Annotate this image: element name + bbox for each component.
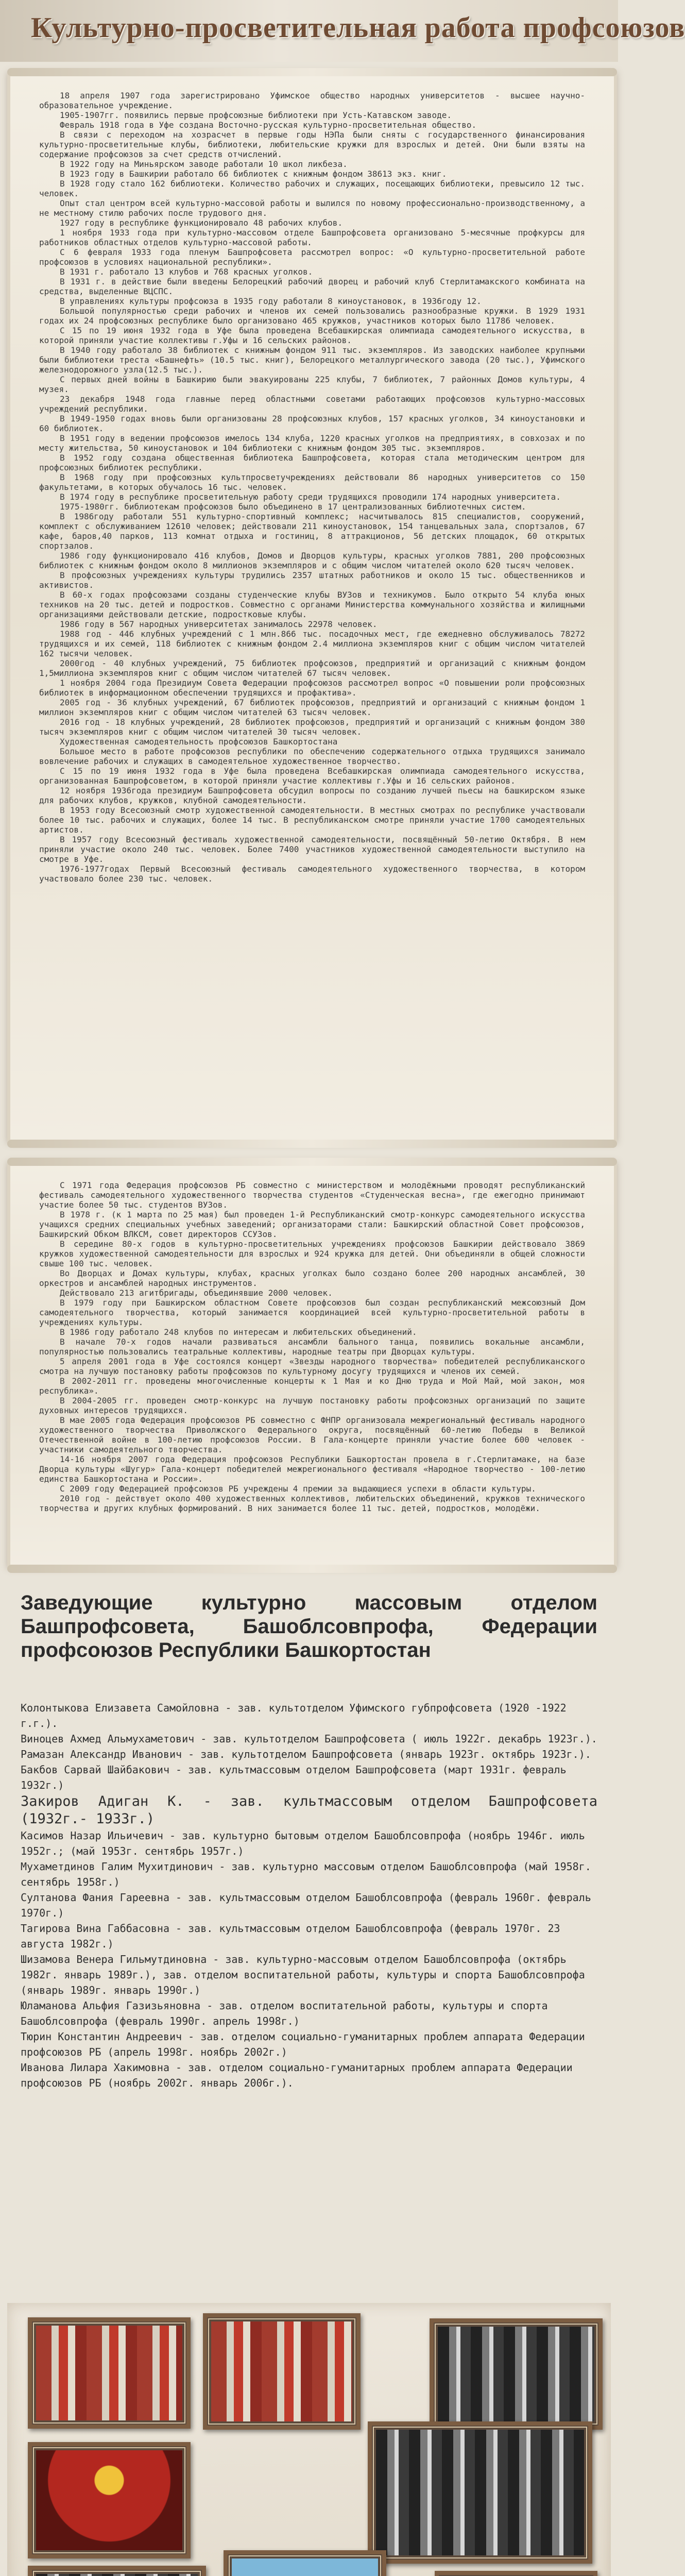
history-paragraph: В управлениях культуры профсоюза в 1935 году работали 8 киноустановок, в 1936году 12. xyxy=(60,296,482,306)
history-paragraph: В 1928 году стало 162 библиотеки. Количество рабочих и служащих, посещающих библиотеки, превысило 12 тыс. человек. xyxy=(39,179,585,198)
history-paragraph: Опыт стал центром всей культурно-массовой работы и вылился по новому профессионально-производственному, а не местному стилю рабочих после трудового дня. xyxy=(39,198,585,218)
festival-paragraph: 5 апреля 2001 года в Уфе состоялся концерт «Звезды народного творчества» победителей республиканского смотра на лучшую постановку работы профсоюзов по культурному досугу трудящихся и членов их семей. xyxy=(39,1357,585,1376)
history-paragraph: 1986 году функционировало 416 клубов, Домов и Дворцов культуры, красных уголков 7881, 200 профсоюзных библиотек с книжным фондом около 8 миллионов экземпляров и с общим числом читателей около 620 тысяч человек. xyxy=(39,551,585,570)
history-paragraph: 2016 год - 18 клубных учреждений, 28 библиотек профсоюзов, предприятий и организаций с книжным фондом 380 тысяч экземпляров книг с общим числом читателей 30 тысяч человек. xyxy=(39,717,585,737)
history-paragraph: В 1951 году в ведении профсоюзов имелось 134 клуба, 1220 красных уголков на предприятиях, в совхозах и по месту жительства, 50 киноустановок и 104 библиотеки с книжным фондом 305 тыс. экземпляров. xyxy=(39,433,585,453)
photo-image xyxy=(36,2450,182,2550)
history-paragraph: В 1922 году на Миньярском заводе работали 10 школ ликбеза. xyxy=(60,159,348,169)
photo-collage xyxy=(7,2303,611,2576)
history-paragraph: В 60-х годах профсоюзами созданы студенческие клубы ВУЗов и техникумов. Было открыто 54 клуба юных техников на 20 тыс. детей и подростков. Совместно с органами Министерства коммунального хозяйства и жилищными организациями действовали детские, подростковые клубы. xyxy=(39,590,585,619)
festival-scroll xyxy=(7,1162,617,1569)
chief-entry: Юламанова Альфия Газизьяновна - зав. отделом воспитательной работы, культуры и спорта Башоблсовпрофа (февраль 1990г. апрель 1998г.) xyxy=(21,1999,548,2027)
photo-image xyxy=(36,2574,198,2576)
title-banner xyxy=(0,0,685,62)
chief-entry: Бакбов Сарвай Шайбакович - зав. культмассовым отделом Башпрофсовета (март 1931г. февраль 1932г.) xyxy=(21,1764,567,1791)
chief-entry: Виноцев Ахмед Альмухаметович - зав. культотделом Башпрофсовета ( июль 1922г. декабрь 1923г.). xyxy=(21,1733,597,1745)
history-paragraph: С 15 по 19 июня 1932 года в Уфе была проведена Всебашкирская олимпиада самодеятельного искусства, в которой приняли участие коллективы г.Уфы и 16 сельских районов. xyxy=(39,326,585,345)
archive-photo xyxy=(430,2318,603,2430)
history-paragraph: 2005 год - 36 клубных учреждений, 67 библиотек профсоюзов, предприятий и организаций с книжным фондом 1 миллион экземпляров книг с общим числом читателей 63 тысяч человек. xyxy=(39,698,585,717)
history-paragraph: С 6 февраля 1933 года пленум Башпрофсовета рассмотрел вопрос: «О культурно-просветительной работе профсоюзов в условиях национальной республики». xyxy=(39,247,585,267)
history-paragraph: 1927 году в республике функционировало 48 рабочих клубов. xyxy=(60,218,343,228)
chief-entry: Иванова Лилара Хакимовна - зав. отделом социально-гуманитарных проблем аппарата Федерации профсоюзов РБ (ноябрь 2002г. январь 2006г.). xyxy=(21,2061,573,2089)
chief-entry: Султанова Фания Гареевна - зав. культмассовым отделом Башоблсовпрофа (февраль 1960г. февраль 1970г.) xyxy=(21,1891,591,1919)
chief-entry: Рамазан Александр Иванович - зав. культотделом Башпрофсовета (январь 1923г. октябрь 1923г.). xyxy=(21,1748,591,1760)
festival-paragraph: 2010 год - действует около 400 художественных коллективов, любительских объединений, кружков технического творчества и других клубных формирований. В них занимается более 11 тыс. детей, подростков, молодёжи. xyxy=(39,1494,585,1513)
archive-photo xyxy=(224,2550,386,2576)
history-paragraph: В 1931 г. работало 13 клубов и 768 красных уголков. xyxy=(60,267,313,277)
archive-photo xyxy=(203,2313,361,2430)
festival-paragraph: В 1978 г. (к 1 марта по 25 мая) был проведен 1-й Республиканский смотр-конкурс самодеятельного искусства учащихся средних специальных учебных заведений; организаторами стали: Башкирский областной Совет профсоюзов, Башкирский Обком ВЛКСМ, совет директоров ССУЗов. xyxy=(39,1210,585,1239)
photo-image xyxy=(232,2558,378,2576)
history-paragraph: 1975-1980гг. библиотекам профсоюзов было объединено в 17 централизованных библиотечных систем. xyxy=(60,502,526,512)
festival-paragraph: В мае 2005 года Федерация профсоюзов РБ совместно с ФНПР организовала межрегиональный фестиваль народного художественного творчества Приволжского Федерального округа, посвящённый 60-летию Победы в Великой Отечественной войне в 100-летию профсоюзов России. В Гала-концерте приняли участие более 600 человек - участники самодеятельного творчества. xyxy=(39,1415,585,1454)
history-paragraph: 2000год - 40 клубных учреждений, 75 библиотек профсоюзов, предприятий и организаций с книжным фондом 1,5миллиона экземпляров книг с общим числом читателей 67 тысяч человек. xyxy=(39,658,585,678)
history-paragraph: Художественная самодеятельность профсоюзов Башкортостана xyxy=(60,737,338,747)
festival-paragraph: 14-16 ноября 2007 года Федерация профсоюзов Республики Башкортостан провела в г.Стерлитамаке, на базе Дворца культуры «Шугур» Гала-концерт победителей межрегионального фестиваля «Народное творчество - 100-летию единства Башкортостана и России». xyxy=(39,1454,585,1484)
chief-entry: Касимов Назар Ильичевич - зав. культурно бытовым отделом Башоблсовпрофа (ноябрь 1946г. июль 1952г.; (май 1953г. сентябрь 1957г.) xyxy=(21,1829,585,1857)
festival-paragraph: В начале 70-х годов начали развиваться ансамбли бального танца, появились вокальные ансамбли, популярностью пользовались театральные коллективы, народные театры при Дворцах культуры. xyxy=(39,1337,585,1357)
history-text xyxy=(39,91,585,884)
festival-paragraph: Во Дворцах и Домах культуры, клубах, красных уголках было создано более 200 народных ансамблей, 30 оркестров и ансамблей народных инструментов. xyxy=(39,1268,585,1288)
archive-photo xyxy=(28,2442,191,2558)
history-paragraph: В 1949-1950 годах вновь были организованы 28 профсоюзных клубов, 157 красных уголков, 34 киноустановки и 60 библиотек. xyxy=(39,414,585,433)
photo-image xyxy=(376,2430,584,2555)
history-paragraph: С 15 по 19 июня 1932 года в Уфе была проведена Всебашкирская олимпиада самодеятельного искусства, организованная Башпрофсоветом, в которой приняли участие коллективы г.Уфы и 16 сельских районов. xyxy=(39,766,585,786)
festival-paragraph: Действовало 213 агитбригады, объединявшие 2000 человек. xyxy=(60,1288,333,1298)
history-paragraph: Большое место в работе профсоюзов республики по обеспечению содержательного отдыха трудящихся занимало вовлечение рабочих и служащих в самодеятельное художественное творчество. xyxy=(39,747,585,766)
chief-entry: Тюрин Константин Андреевич - зав. отделом социально-гуманитарных проблем аппарата Федерации профсоюзов РБ (апрель 1998г. ноябрь 2002г.) xyxy=(21,2030,585,2058)
history-paragraph: 18 апреля 1907 года зарегистрировано Уфимское общество народных университетов - высшее научно-образовательное учреждение. xyxy=(39,91,585,110)
festival-paragraph: С 2009 году Федерацией профсоюзов РБ учреждены 4 премии за выдающиеся успехи в области культуры. xyxy=(60,1484,536,1494)
photo-image xyxy=(36,2326,182,2420)
history-paragraph: В 1952 году создана общественная библиотека Башпрофсовета, которая стала методическим центром для профсоюзных библиотек республики. xyxy=(39,453,585,472)
festival-paragraph: В 2004-2005 гг. проведен смотр-конкурс на лучшую постановку работы профсоюзных организаций по защите духовных интересов трудящихся. xyxy=(39,1396,585,1415)
history-paragraph: В 1923 году в Башкирии работало 66 библиотек с книжным фондом 38613 экз. книг. xyxy=(60,169,447,179)
history-paragraph: 12 ноября 1936года президиум Башпрофсовета обсудил вопросы по созданию лучшей пьесы на башкирском языке для рабочих клубов, кружков, клубной самодеятельности. xyxy=(39,786,585,805)
history-paragraph: В 1968 году при профсоюзных культпросветучреждениях действовали 86 народных университетов со 150 факультетами, в которых обучалось 16 тыс. человек. xyxy=(39,472,585,492)
history-paragraph: 1986 году в 567 народных университетах занималось 22978 человек. xyxy=(60,619,378,629)
photo-image xyxy=(211,2321,352,2421)
archive-photo xyxy=(435,2571,597,2576)
history-paragraph: В 1931 г. в действие были введены Белорецкий рабочий дворец и рабочий клуб Стерлитамакского комбината на средства, выделенные ВЦСПС. xyxy=(39,277,585,296)
chief-entry: Шизамова Венера Гильмутдиновна - зав. культурно-массовым отделом Башоблсовпрофа (октябрь 1982г. январь 1989г.), зав. отделом воспитательной работы, культуры и спорта Башоблсовпрофа (январь 1989г. январь 1990г.) xyxy=(21,1953,585,1996)
history-paragraph: В 1953 году Всесоюзный смотр художественной самодеятельности. В местных смотрах по республике участвовали более 10 тыс. рабочих и служащих, более 14 тыс. В республиканском смотре приняли участие 1700 самодеятельных артистов. xyxy=(39,805,585,835)
history-paragraph: 23 декабря 1948 года главные перед областными советами работающих профсоюзов культурно-массовых учреждений республики. xyxy=(39,394,585,414)
archive-photo xyxy=(28,2317,191,2429)
history-paragraph: В 1957 году Всесоюзный фестиваль художественной самодеятельности, посвящённый 50-летию Октября. В нем приняли участие около 240 тыс. человек. Более 7400 участников художественной самодеятельности выступило на смотре в Уфе. xyxy=(39,835,585,864)
festival-paragraph: В 1986 году работало 248 клубов по интересам и любительских объединений. xyxy=(60,1327,417,1337)
history-paragraph: 1 ноября 1933 года при культурно-массовом отделе Башпрофсовета организовано 5-месячные профкурсы для работников областных отделов культурно-массовой работы. xyxy=(39,228,585,247)
archive-photo xyxy=(368,2421,592,2564)
festival-paragraph: В 2002-2011 гг. проведены многочисленные концерты к 1 Мая и ко Дню труда и Мой Май, мой закон, моя республика». xyxy=(39,1376,585,1396)
chief-entry: Тагирова Вина Габбасовна - зав. культмассовым отделом Башоблсовпрофа (февраль 1970г. 23 августа 1982г.) xyxy=(21,1922,560,1950)
festival-paragraph: В середине 80-х годов в культурно-просветительных учреждениях профсоюзов Башкирии действовало 3869 кружков художественной самодеятельности для взрослых и 924 кружка для детей. Они объединяли в общей сложности свыше 100 тыс. человек. xyxy=(39,1239,585,1268)
history-paragraph: В 1986году работали 551 культурно-спортивный комплекс; насчитывалось 815 специалистов, сооружений, комплект с обслуживанием 12610 человек; действовали 211 киноустановок, 154 танцевальных зала, спортзалов, 67 кафе, баров,40 парков, 113 комнат отдыха и гостиниц, 8 аттракционов, 56 детских площадок, 60 открытых спортзалов. xyxy=(39,512,585,551)
chief-entry: Колонтыкова Елизавета Самойловна - зав. культотделом Уфимского губпрофсовета (1920 -1922 г.г.). xyxy=(21,1702,567,1730)
chief-entry: Закиров Адиган К. - зав. культмассовым отделом Башпрофсовета (1932г.- 1933г.) xyxy=(21,1793,597,1827)
history-paragraph: Февраль 1918 года в Уфе создана Восточно-русская культурно-просветительная общество. xyxy=(60,120,477,130)
chief-entry: Мухаметдинов Галим Мухитдинович - зав. культурно массовым отделом Башоблсовпрофа (май 1958г. сентябрь 1958г.) xyxy=(21,1860,591,1888)
history-paragraph: 1 ноября 2004 года Президиум Совета Федерации профсоюзов рассмотрел вопрос «О повышении роли профсоюзных библиотек в информационном обеспечении трудящихся и профактива». xyxy=(39,678,585,698)
archive-photo xyxy=(28,2566,206,2576)
chiefs-list xyxy=(21,1700,597,2091)
history-paragraph: С первых дней войны в Башкирию были эвакуированы 225 клубы, 7 библиотек, 7 районных Домов культуры, 4 музея. xyxy=(39,375,585,394)
history-paragraph: 1988 год - 446 клубных учреждений с 1 млн.866 тыс. посадочных мест, где ежедневно обслуживалось 78272 трудящихся и их семей, 118 библиотек с книжным фондом 2.4 миллиона экземпляров книг с общим числом читателей 162 тысячи человек. xyxy=(39,629,585,658)
history-paragraph: В профсоюзных учреждениях культуры трудились 2357 штатных работников и около 15 тыс. общественников и активистов. xyxy=(39,570,585,590)
history-paragraph: В 1974 году в республике просветительную работу среди трудящихся проводили 174 народных университета. xyxy=(60,492,561,502)
photo-image xyxy=(438,2327,594,2421)
festival-paragraph: В 1979 году при Башкирском областном Совете профсоюзов был создан республиканский межсоюзный Дом самодеятельного творчества, который занимается координацией всей культурно-просветительной работы в учреждениях культуры. xyxy=(39,1298,585,1327)
page-title: Культурно-просветительная работа профсоюзов xyxy=(31,12,685,44)
history-paragraph: В 1940 году работало 38 библиотек с книжным фондом 911 тыс. экземпляров. Из заводских наиболее крупными были библиотеки треста «Башнефть» (10.5 тыс. книг), Белорецкого металлургического завода (20 тыс.), Уфимского железнодорожного узла(12.5 тыс.). xyxy=(39,345,585,375)
history-paragraph: Большой популярностью среди рабочих и членов их семей пользовались разнообразные кружки. В 1929 1931 годах их 24 профсоюзных республике было организовано 465 кружков, участников которых было 11786 человек. xyxy=(39,306,585,326)
history-scroll xyxy=(7,72,617,1144)
festival-text xyxy=(39,1180,585,1513)
festival-paragraph: С 1971 года Федерация профсоюзов РБ совместно с министерством и молодёжными проводят республиканский фестиваль самодеятельного художественного творчества студентов «Студенческая весна», где ежегодно принимают участие более 50 тыс. студентов ВУЗов. xyxy=(39,1180,585,1210)
chiefs-heading: Заведующие культурно массовым отделом Башпрофсовета, Башоблсовпрофа, Федерации профсоюзов Республики Башкортостан xyxy=(21,1591,597,1662)
history-paragraph: 1905-1907гг. появились первые профсоюзные библиотеки при Усть-Катавском заводе. xyxy=(60,110,452,120)
history-paragraph: 1976-1977годах Первый Всесоюзный фестиваль самодеятельного художественного творчества, в котором участвовало более 230 тыс. человек. xyxy=(39,864,585,884)
history-paragraph: В связи с переходом на хозрасчет в первые годы НЭПа были сняты с государственного финансирования культурно-просветительные клубы, библиотеки, любительские кружки для взрослых и детей. Они были взяты на содержание профсоюзов за счет средств отчислений. xyxy=(39,130,585,159)
